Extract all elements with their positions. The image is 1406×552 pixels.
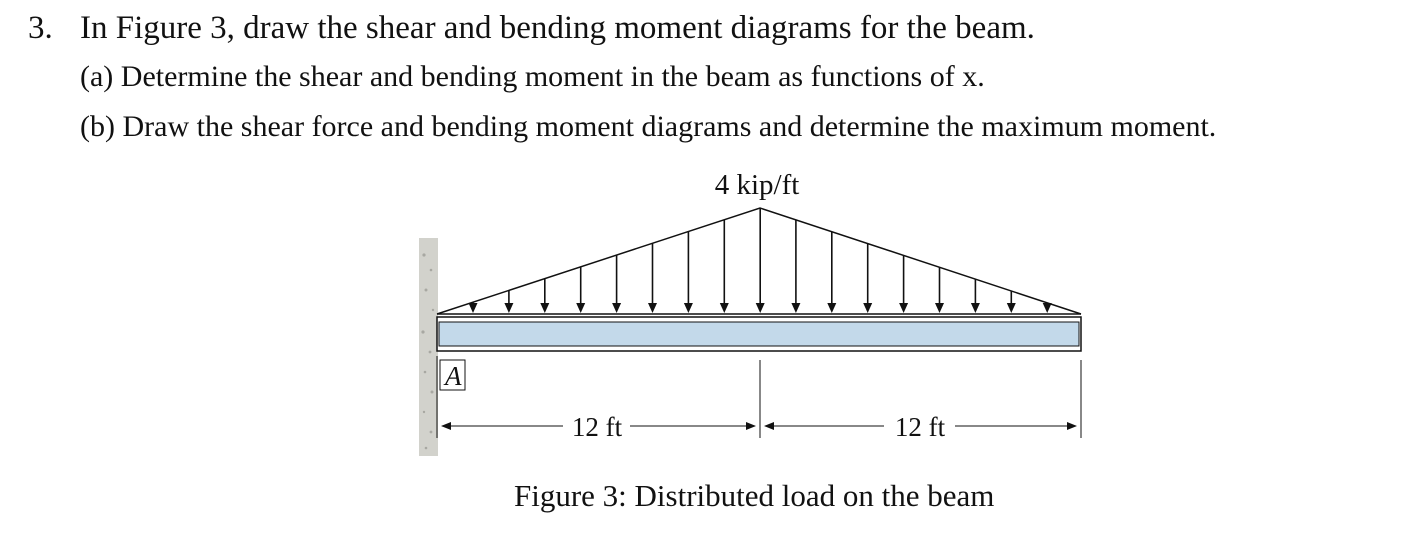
load-arrow-head xyxy=(756,303,765,313)
load-label: 4 kip/ft xyxy=(714,169,800,201)
load-arrow-head xyxy=(684,303,693,313)
load-outline xyxy=(437,208,1081,314)
figure-caption: Figure 3: Distributed load on the beam xyxy=(514,478,995,513)
part-a-text: (a) Determine the shear and bending moment in the beam as functions of x. xyxy=(80,60,985,93)
load-arrow-head xyxy=(935,303,944,313)
support-label-a: A xyxy=(445,361,462,391)
load-arrow-head xyxy=(469,303,478,313)
load-arrow-head xyxy=(720,303,729,313)
load-arrow-head xyxy=(576,303,585,313)
load-arrow-head xyxy=(540,303,549,313)
beam-body xyxy=(439,322,1079,346)
fixed-support-wall xyxy=(419,238,438,456)
load-arrow-head xyxy=(648,303,657,313)
load-arrow-head xyxy=(504,303,513,313)
question-text: In Figure 3, draw the shear and bending moment diagrams for the beam. xyxy=(80,10,1035,46)
span-1-label: 12 ft xyxy=(571,412,623,442)
load-arrow-head xyxy=(899,303,908,313)
load-arrow-head xyxy=(971,303,980,313)
load-arrows xyxy=(469,208,1052,313)
load-arrow-head xyxy=(1007,303,1016,313)
question-number: 3. xyxy=(28,10,53,46)
load-arrow-head xyxy=(863,303,872,313)
span-2-label: 12 ft xyxy=(894,412,946,442)
load-arrow-head xyxy=(1043,303,1052,313)
load-arrow-head xyxy=(791,303,800,313)
part-b-text: (b) Draw the shear force and bending moment diagrams and determine the maximum moment. xyxy=(80,110,1217,143)
load-arrow-head xyxy=(827,303,836,313)
load-arrow-head xyxy=(612,303,621,313)
